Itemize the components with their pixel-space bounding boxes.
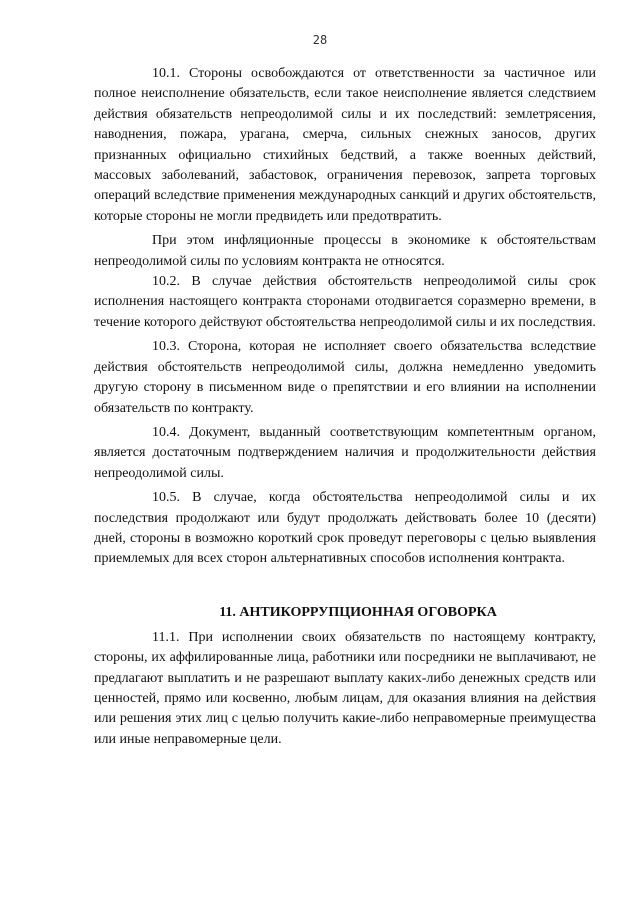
- paragraph-11-1: 11.1. При исполнении своих обязательств по настоящему контракту, стороны, их аффилированные лица, работники или посредники не выплачивают, не предлагают выплатить и не разрешают выплату каких-либо денежных средств или ценностей, прямо или косвенно, любым лицам, для оказания влияния на действия или решения этих лиц с целью получить какие-либо неправомерные преимущества или иные неправомерные цели.: [94, 629, 596, 747]
- page-number: 28: [312, 33, 328, 47]
- paragraph-10-3: 10.3. Сторона, которая не исполняет своего обязательства вследствие действия обстоятельств непреодолимой силы, должна немедленно уведомить другую сторону в письменном виде о препятствии и его влиянии на исполнении обязательств по контракту.: [94, 339, 596, 416]
- paragraph-10-1: 10.1. Стороны освобождаются от ответственности за частичное или полное неисполнение обязательств, если такое неисполнение является следствием действия обязательств непреодолимой силы и их последствий: землетрясения, наводнения, пожара, урагана, смерча, сильных снежных заносов, других признанных официально стихийных бедствий, а также военных действий, массовых заболеваний, забастовок, ограничения перевозок, запрета торговых операций вследствие применения международных санкций и других обстоятельств, которые стороны не могли предвидеть или предотвратить.: [94, 66, 596, 224]
- document-body: [94, 64, 596, 750]
- section-11-heading: 11. АНТИКОРРУПЦИОННАЯ ОГОВОРКА: [219, 604, 497, 620]
- paragraph-10-4: 10.4. Документ, выданный соответствующим компетентным органом, является достаточным подтверждением наличия и продолжительности действия непреодолимой силы.: [94, 424, 596, 481]
- paragraph-10-2: 10.2. В случае действия обстоятельств непреодолимой силы срок исполнения настоящего контракта сторонами отодвигается соразмерно времени, в течение которого действуют обстоятельства непреодолимой силы и их последствия.: [94, 274, 596, 330]
- paragraph-10-1-note: При этом инфляционные процессы в экономике к обстоятельствам непреодолимой силы по условиям контракта не относятся.: [94, 233, 596, 269]
- paragraph-10-5: 10.5. В случае, когда обстоятельства непреодолимой силы и их последствия продолжают или будут продолжать действовать более 10 (десяти) дней, стороны в возможно короткий срок проведут переговоры с целью выявления приемлемых для всех сторон альтернативных способов исполнения контракта.: [94, 490, 596, 567]
